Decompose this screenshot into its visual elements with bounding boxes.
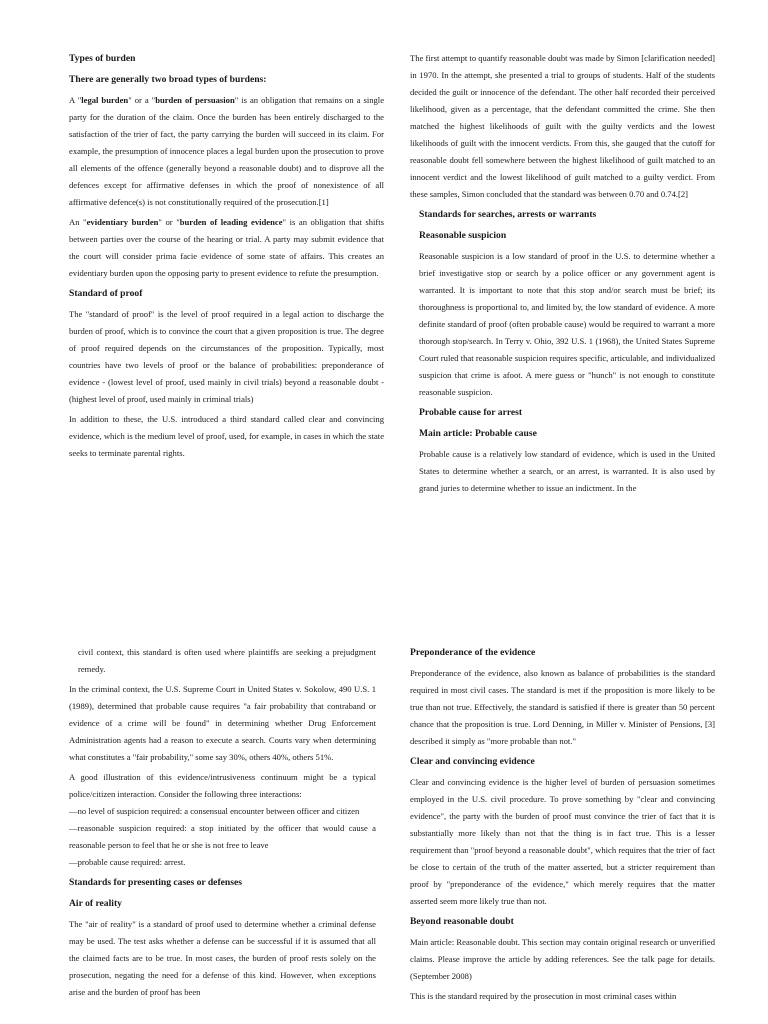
- paragraph-sokolow: In the criminal context, the U.S. Supreme Court in United States v. Sokolow, 490 U.S. 1 (1989), determined that probable cause requires "a fair probability that contraband or evidence of a crime will be found" in determining whether Drug Enforcement Administration agents had a reason to execute a search. Courts vary when determining what constitutes a "fair probability," some say 30%, others 40%, others 51%.: [69, 684, 376, 762]
- heading-clear-and-convincing: Clear and convincing evidence: [410, 756, 535, 767]
- heading-types-of-burden: Types of burden: [69, 53, 136, 64]
- list-item-no-suspicion: —no level of suspicion required: a consensual encounter between officer and citizen: [69, 806, 360, 816]
- heading-presenting-cases: Standards for presenting cases or defenses: [69, 877, 242, 888]
- heading-reasonable-suspicion: Reasonable suspicion: [419, 230, 507, 241]
- paragraph-standard-of-proof: The "standard of proof" is the level of proof required in a legal action to discharge the burden of proof, which is to convince the court that a given proposition is true. The degree of proof required depends on the circumstances of the proposition. Typically, most countries have two levels of proof or the balance of probabilities: preponderance of evidence - (lowest level of proof, used mainly in civil trials) beyond a reasonable doubt - (highest level of proof, used mainly in criminal trials): [69, 309, 384, 404]
- paragraph-reasonable-suspicion: Reasonable suspicion is a low standard of proof in the U.S. to determine whether a brief investigative stop or search by a police officer or any government agent is warranted. It is important to note that this stop and/or search must be brief; its thoroughness is proportional to, and limited by, the low standard of evidence. A more definite standard of proof (often probable cause) would be required to warrant a more thorough stop/search. In Terry v. Ohio, 392 U.S. 1 (1968), the United States Supreme Court ruled that reasonable suspicion requires specific, articulable, and individualized suspicion that crime is afoot. A mere guess or "hunch" is not enough to constitute reasonable suspicion.: [419, 251, 715, 397]
- top-right-column: [410, 50, 715, 500]
- paragraph-evidentiary-burden: [69, 214, 384, 282]
- term-burden-of-leading-evidence: burden of leading evidence: [179, 217, 283, 227]
- heading-main-article-probable-cause: Main article: Probable cause: [419, 428, 537, 439]
- paragraph-preponderance: Preponderance of the evidence, also known as balance of probabilities is the standard required in most civil cases. The standard is met if the proposition is more likely to be true than not true. Effectively, the standard is satisfied if there is greater than 50 percent chance that the proposition is true. Lord Denning, in Miller v. Minister of Pensions, [3] described it simply as "more probable than not.": [410, 668, 715, 746]
- paragraph-simon-study: The first attempt to quantify reasonable doubt was made by Simon [clarification needed] in 1970. In the attempt, she presented a trial to groups of students. Half of the students decided the guilt or innocence of the defendant. The other half recorded their perceived likelihood, given as a percentage, that the defendant committed the crime. She then matched the highest likelihoods of guilt with the guilty verdicts and the lowest likelihoods of guilt with the innocent verdicts. From this, she gauged that the cutoff for reasonable doubt fell somewhere between the highest likelihood of guilt matched to an innocent verdict and the lowest likelihood of guilt matched to a guilty verdict. From these samples, Simon concluded that the standard was between 0.70 and 0.74.[2]: [410, 53, 715, 199]
- bottom-right-column: [410, 644, 715, 1008]
- list-item-probable-cause: —probable cause required: arrest.: [69, 857, 186, 867]
- term-evidentiary-burden: evidentiary burden: [86, 217, 159, 227]
- text-fragment: " is an obligation that shifts between parties over the course of the hearing or trial. A party may submit evidence that the court will consider prima facie evidence of some state of affairs. This creates an evidentiary burden upon the opposing party to present evidence to refute the presumption.: [69, 217, 385, 278]
- paragraph-legal-burden: [69, 92, 384, 211]
- term-legal-burden: legal burden: [81, 95, 129, 105]
- paragraph-reasonable-doubt-notice: Main article: Reasonable doubt. This section may contain original research or unverified claims. Please improve the article by adding references. See the talk page for details. (September 2008): [410, 937, 715, 981]
- heading-probable-cause-arrest: Probable cause for arrest: [419, 407, 523, 418]
- term-burden-of-persuasion: burden of persuasion: [155, 95, 235, 105]
- paragraph-probable-cause: Probable cause is a relatively low standard of evidence, which is used in the United States to determine whether a search, or an arrest, is warranted. It is also used by grand juries to determine whether to issue an indictment. In the: [419, 449, 715, 493]
- text-fragment: An ": [69, 217, 87, 227]
- heading-standard-of-proof: Standard of proof: [69, 288, 143, 299]
- heading-searches-arrests-warrants: Standards for searches, arrests or warrants: [419, 209, 597, 220]
- page-bottom-edge: [0, 1016, 768, 1024]
- text-fragment: " or a ": [128, 95, 156, 105]
- paragraph-clear-and-convincing: Clear and convincing evidence is the higher level of burden of persuasion sometimes employed in the U.S. civil procedure. To prove something by "clear and convincing evidence", the party with the burden of proof must convince the trier of fact that it is substantially more likely than not that the thing is in fact true. This is a lesser requirement than "proof beyond a reasonable doubt", which requires that the trier of fact be close to certain of the truth of the matter asserted, but a stricter requirement than proof by "preponderance of the evidence," which merely requires that the matter asserted seem more likely true than not.: [410, 777, 715, 906]
- paragraph-air-of-reality: The "air of reality" is a standard of proof used to determine whether a criminal defense may be used. The test asks whether a defense can be successful if it is assumed that all the claimed facts are to be true. In most cases, the burden of proof rests solely on the prosecution, negating the need for a defense of this kind. However, when exceptions arise and the burden of proof has been: [69, 919, 376, 997]
- heading-two-broad-types: There are generally two broad types of burdens:: [69, 74, 267, 85]
- text-fragment: " or ": [158, 217, 180, 227]
- heading-preponderance: Preponderance of the evidence: [410, 647, 536, 658]
- paragraph-continuum: A good illustration of this evidence/intrusiveness continuum might be a typical police/citizen interaction. Consider the following three interactions:: [69, 772, 376, 799]
- text-fragment: " is an obligation that remains on a single party for the duration of the claim. Once the burden has been entirely discharged to the satisfaction of the trier of fact, the party carrying the burden will succeed in its claim. For example, the presumption of innocence places a legal burden upon the prosecution to prove all elements of the offence (generally beyond a reasonable doubt) and to disprove all the defences except for affirmative defenses in which the proof of nonexistence of all affirmative defence(s) is not constitutionally required of the prosecution.[1]: [69, 95, 385, 207]
- paragraph-civil-context: civil context, this standard is often used where plaintiffs are seeking a prejudgment remedy.: [78, 647, 376, 674]
- list-item-reasonable-suspicion: —reasonable suspicion required: a stop initiated by the officer that would cause a reasonable person to feel that he or she is not free to leave: [69, 823, 376, 850]
- text-fragment: A ": [69, 95, 82, 105]
- paragraph-criminal-standard: This is the standard required by the prosecution in most criminal cases within: [410, 991, 677, 1001]
- heading-air-of-reality: Air of reality: [69, 898, 122, 909]
- heading-beyond-reasonable-doubt: Beyond reasonable doubt: [410, 916, 514, 927]
- bottom-left-column: [69, 644, 376, 1004]
- paragraph-third-standard: In addition to these, the U.S. introduced a third standard called clear and convincing evidence, which is the medium level of proof, used, for example, in cases in which the state seeks to terminate parental rights.: [69, 414, 385, 458]
- top-left-column: [69, 50, 384, 465]
